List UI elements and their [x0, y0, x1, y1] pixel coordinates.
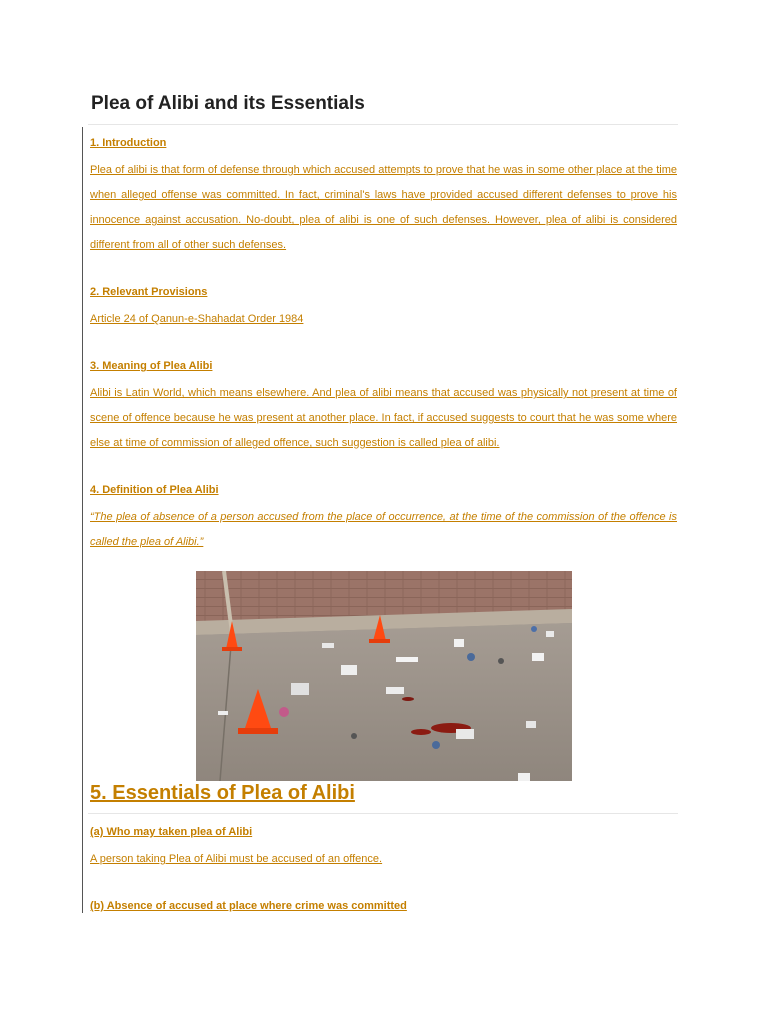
section-body-relevant-provisions[interactable]: Article 24 of Qanun-e-Shahadat Order 1984: [90, 313, 304, 325]
crime-scene-photo: [196, 571, 572, 781]
essential-a-heading[interactable]: (a) Who may taken plea of Alibi: [90, 826, 253, 838]
section-heading-meaning[interactable]: 3. Meaning of Plea Alibi: [90, 360, 213, 372]
title-divider: [88, 124, 678, 125]
essential-b-heading[interactable]: (b) Absence of accused at place where crime was committed: [90, 900, 407, 912]
left-border-line: [82, 127, 83, 913]
section-body-definition[interactable]: “The plea of absence of a person accused from the place of occurrence, at the time of the commission of the offence is called the plea of Alibi.”: [90, 511, 677, 548]
section-body-introduction[interactable]: Plea of alibi is that form of defense through which accused attempts to prove that he was in some other place at the time when alleged offense was committed. In fact, criminal's laws have provided accused different defenses to prove his innocence against accusation. No-doubt, plea of alibi is one of such defenses. However, plea of alibi is considered different from all of other such defenses.: [90, 164, 677, 251]
section-body-meaning[interactable]: Alibi is Latin World, which means elsewhere. And plea of alibi means that accused was physically not present at time of scene of offence because he was present at another place. In fact, if accused suggests to court that he was some where else at time of commission of alleged offence, such suggestion is called plea of alibi.: [90, 387, 677, 449]
article-body: [90, 133, 677, 555]
essentials-divider: [88, 813, 678, 814]
essential-a-body[interactable]: A person taking Plea of Alibi must be accused of an offence.: [90, 853, 383, 865]
section-heading-definition[interactable]: 4. Definition of Plea Alibi: [90, 484, 219, 496]
page-title: Plea of Alibi and its Essentials: [91, 93, 365, 114]
section-heading-relevant-provisions[interactable]: 2. Relevant Provisions: [90, 286, 208, 298]
section-heading-introduction[interactable]: 1. Introduction: [90, 137, 167, 149]
essentials-heading[interactable]: 5. Essentials of Plea of Alibi: [90, 782, 355, 804]
essentials-body: [90, 822, 677, 916]
